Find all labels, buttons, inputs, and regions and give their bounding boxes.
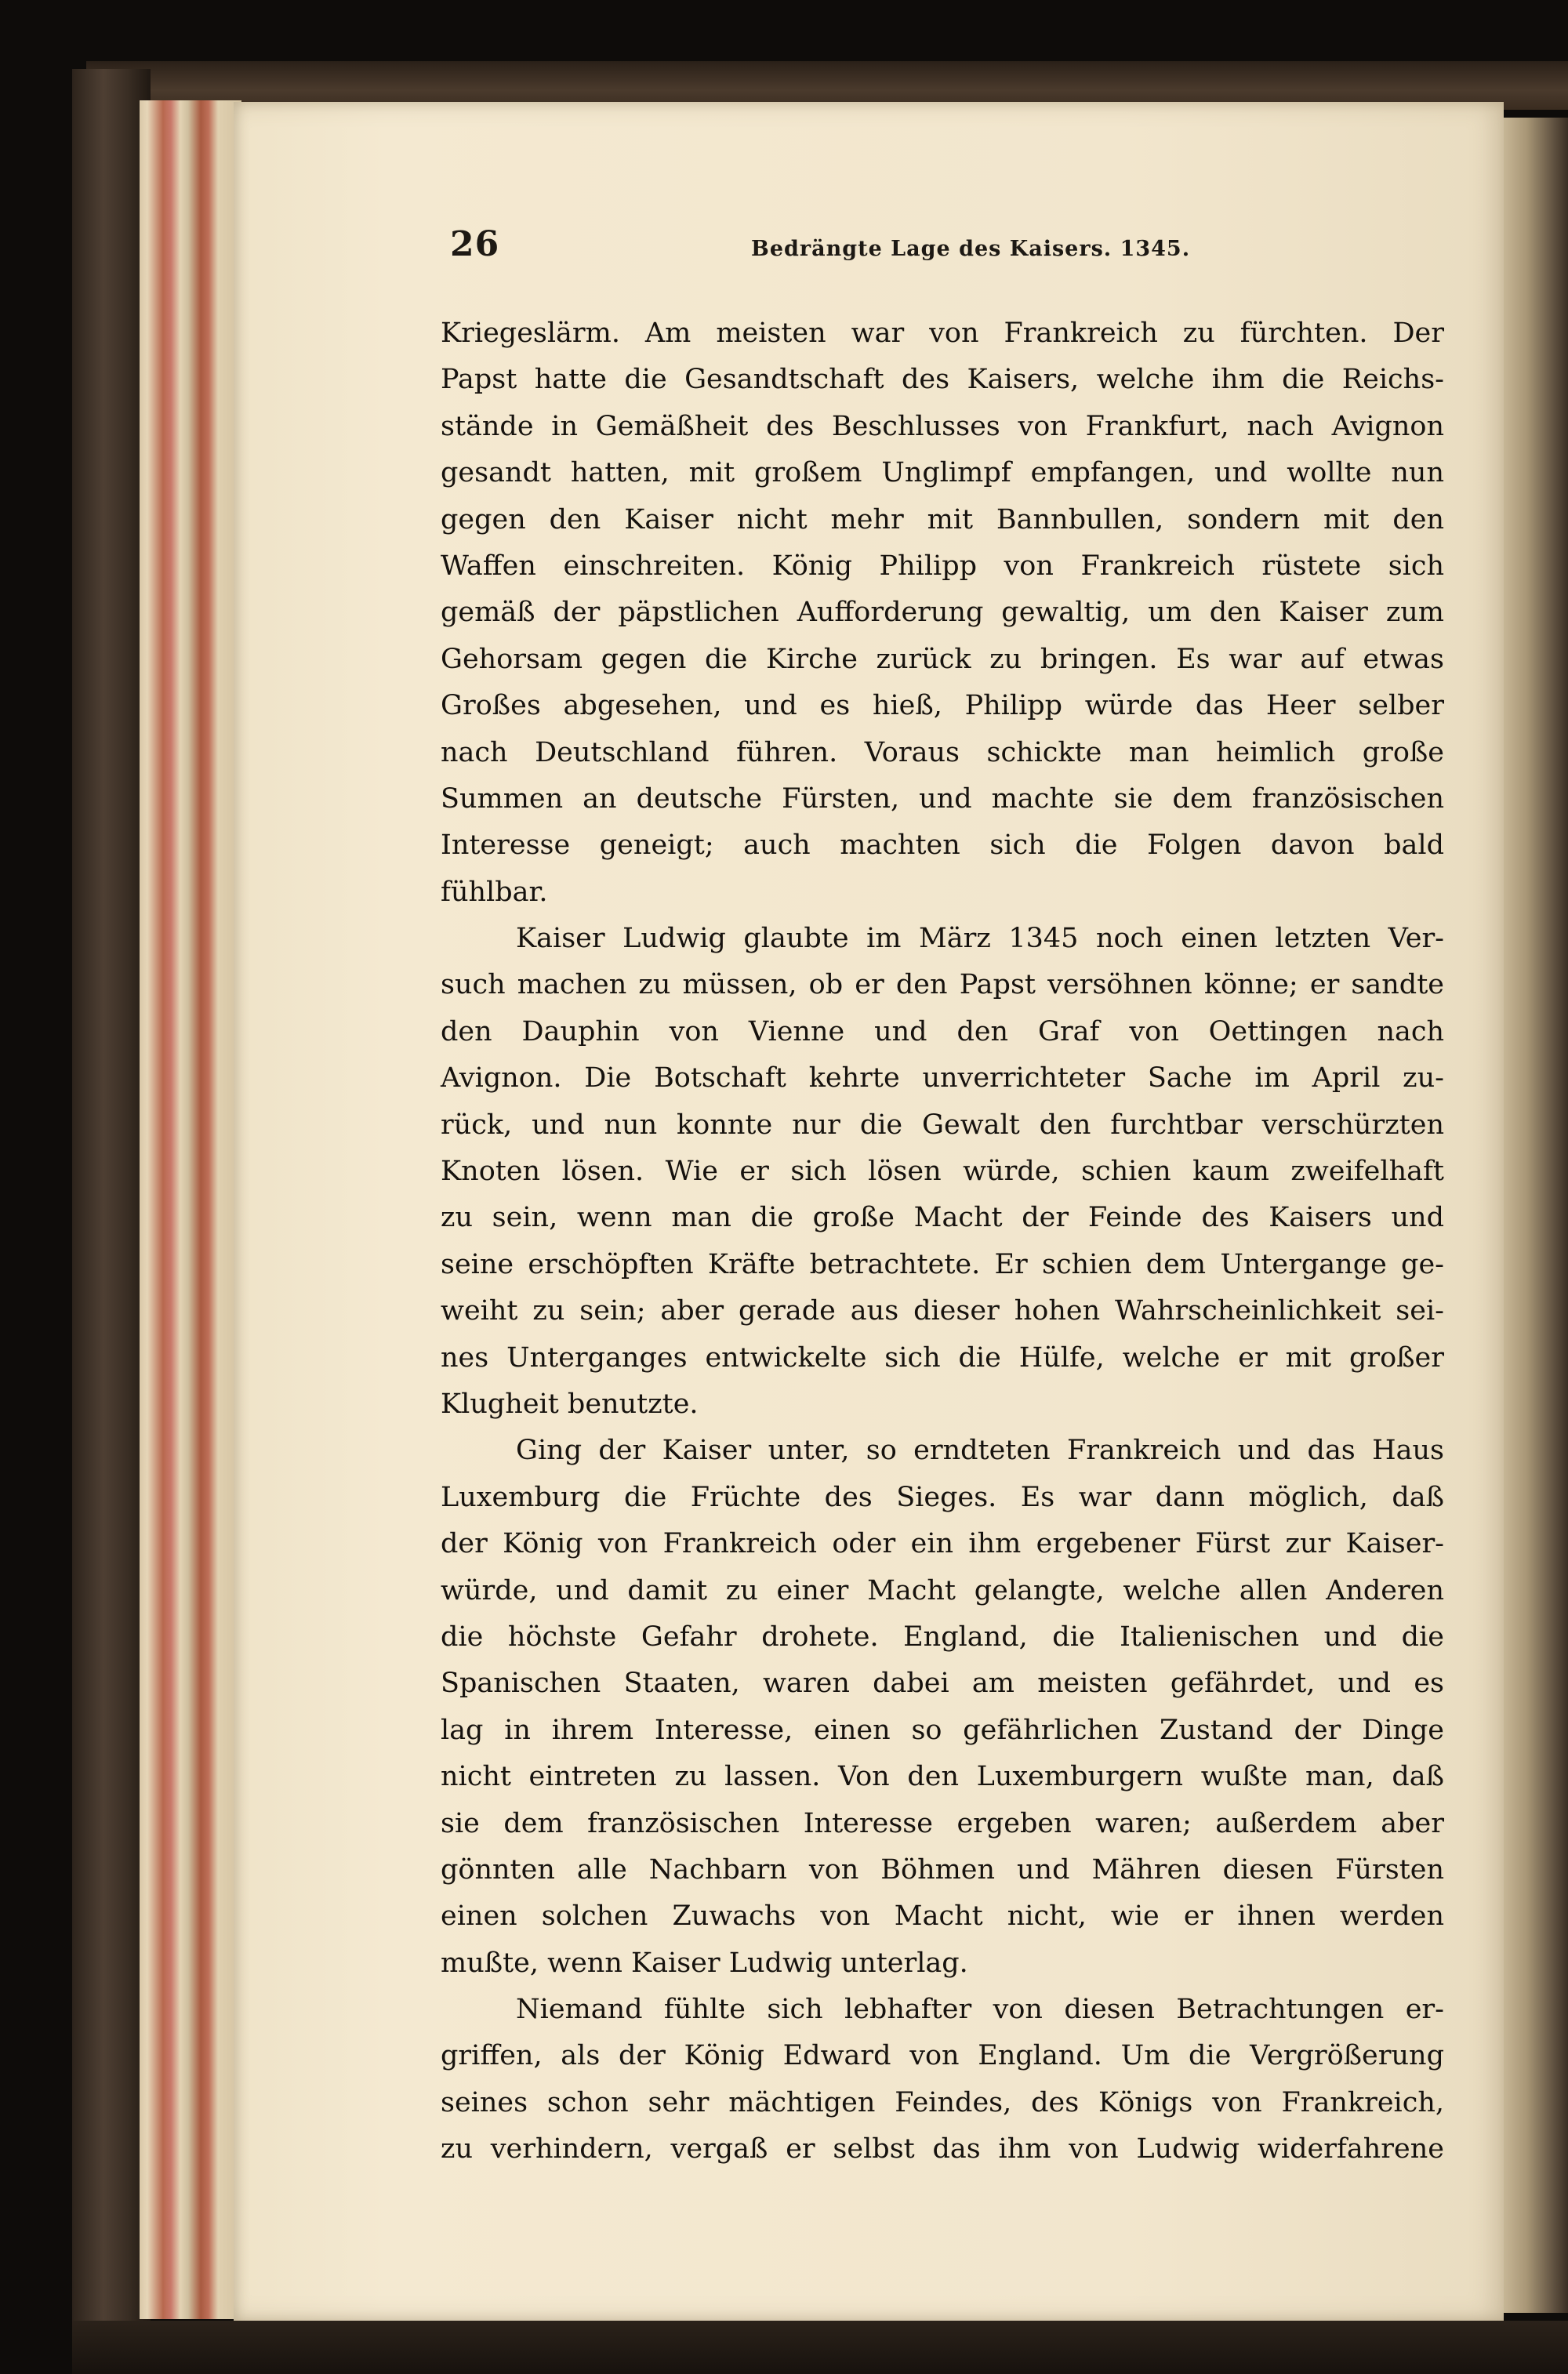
text-line: rück, und nun konnte nur die Gewalt den furchtbar verschürzten [441,1109,1444,1141]
body-text [441,310,1444,2173]
text-line: Kriegeslärm. Am meisten war von Frankreich zu fürchten. Der [441,318,1444,349]
text-line: zu sein, wenn man die große Macht der Feinde des Kaisers und [441,1202,1444,1234]
text-line: Großes abgesehen, und es hieß, Philipp würde das Heer selber [441,690,1444,722]
text-line: gegen den Kaiser nicht mehr mit Bannbullen, sondern mit den [441,503,1444,535]
page-edges [140,100,241,2319]
text-line: würde, und damit zu einer Macht gelangte, welche allen Anderen [441,1574,1444,1606]
text-line: nes Unterganges entwickelte sich die Hülfe, welche er mit großer [441,1341,1444,1374]
paragraph [441,1987,1444,2173]
text-line: sie dem französischen Interesse ergeben waren; außerdem aber [441,1807,1444,1839]
page-right-edge [1499,118,1568,2313]
paragraph [441,916,1444,1428]
text-line: nicht eintreten zu lassen. Von den Luxemburgern wußte man, daß [441,1761,1444,1793]
text-line: nach Deutschland führen. Voraus schickte man heimlich große [441,736,1444,768]
text-line: den Dauphin von Vienne und den Graf von Oettingen nach [441,1015,1444,1047]
text-line: lag in ihrem Interesse, einen so gefährlichen Zustand der Dinge [441,1714,1444,1746]
text-line: Ging der Kaiser unter, so erndteten Frankreich und das Haus [516,1435,1444,1467]
text-line: Kaiser Ludwig glaubte im März 1345 noch einen letzten Ver- [516,923,1444,955]
text-line: Knoten lösen. Wie er sich lösen würde, schien kaum zweifelhaft [441,1156,1444,1188]
text-line: griffen, als der König Edward von England. Um die Vergrößerung [441,2040,1444,2072]
text-line: gemäß der päpstlichen Aufforderung gewaltig, um den Kaiser zum [441,597,1444,629]
text-line: die höchste Gefahr drohete. England, die Italienischen und die [441,1621,1444,1653]
text-line: Avignon. Die Botschaft kehrte unverrichteter Sache im April zu- [441,1062,1444,1094]
text-line: mußte, wenn Kaiser Ludwig unterlag. [441,1947,968,1979]
paragraph [441,310,1444,916]
text-line: seines schon sehr mächtigen Feindes, des Königs von Frankreich, [441,2086,1444,2118]
book-cover-bottom [72,2321,1568,2374]
text-line: such machen zu müssen, ob er den Papst versöhnen könne; er sandte [441,969,1444,1001]
text-line: Waffen einschreiten. König Philipp von Frankreich rüstete sich [441,550,1444,582]
text-line: einen solchen Zuwachs von Macht nicht, wie er ihnen werden [441,1900,1444,1933]
text-line: seine erschöpften Kräfte betrachtete. Er schien dem Untergange ge- [441,1248,1444,1280]
text-line: Papst hatte die Gesandtschaft des Kaisers, welche ihm die Reichs- [441,364,1444,396]
text-line: Niemand fühlte sich lebhafter von diesen Betrachtungen er- [516,1994,1444,2026]
text-line: Summen an deutsche Fürsten, und machte sie dem französischen [441,782,1444,815]
text-line: gönnten alle Nachbarn von Böhmen und Mähren diesen Fürsten [441,1853,1444,1886]
text-line: gesandt hatten, mit großem Unglimpf empfangen, und wollte nun [441,457,1444,489]
text-line: Luxemburg die Früchte des Sieges. Es war dann möglich, daß [441,1481,1444,1513]
text-line: Spanischen Staaten, waren dabei am meisten gefährdet, und es [441,1668,1444,1700]
paragraph [441,1428,1444,1987]
book-spine-cover [72,69,151,2343]
running-head: Bedrängte Lage des Kaisers. 1345. [751,237,1191,261]
text-line: zu verhindern, vergaß er selbst das ihm von Ludwig widerfahrene [441,2133,1444,2165]
text-line: Gehorsam gegen die Kirche zurück zu bringen. Es war auf etwas [441,643,1444,675]
text-line: Interesse geneigt; auch machten sich die Folgen davon bald [441,829,1444,862]
text-line: Klugheit benutzte. [441,1388,699,1420]
text-line: weiht zu sein; aber gerade aus dieser hohen Wahrscheinlichkeit sei- [441,1295,1444,1327]
text-line: der König von Frankreich oder ein ihm ergebener Fürst zur Kaiser- [441,1528,1444,1560]
page-header [450,224,1391,271]
page-number: 26 [450,224,500,264]
text-line: fühlbar. [441,876,548,908]
text-line: stände in Gemäßheit des Beschlusses von Frankfurt, nach Avignon [441,410,1444,442]
